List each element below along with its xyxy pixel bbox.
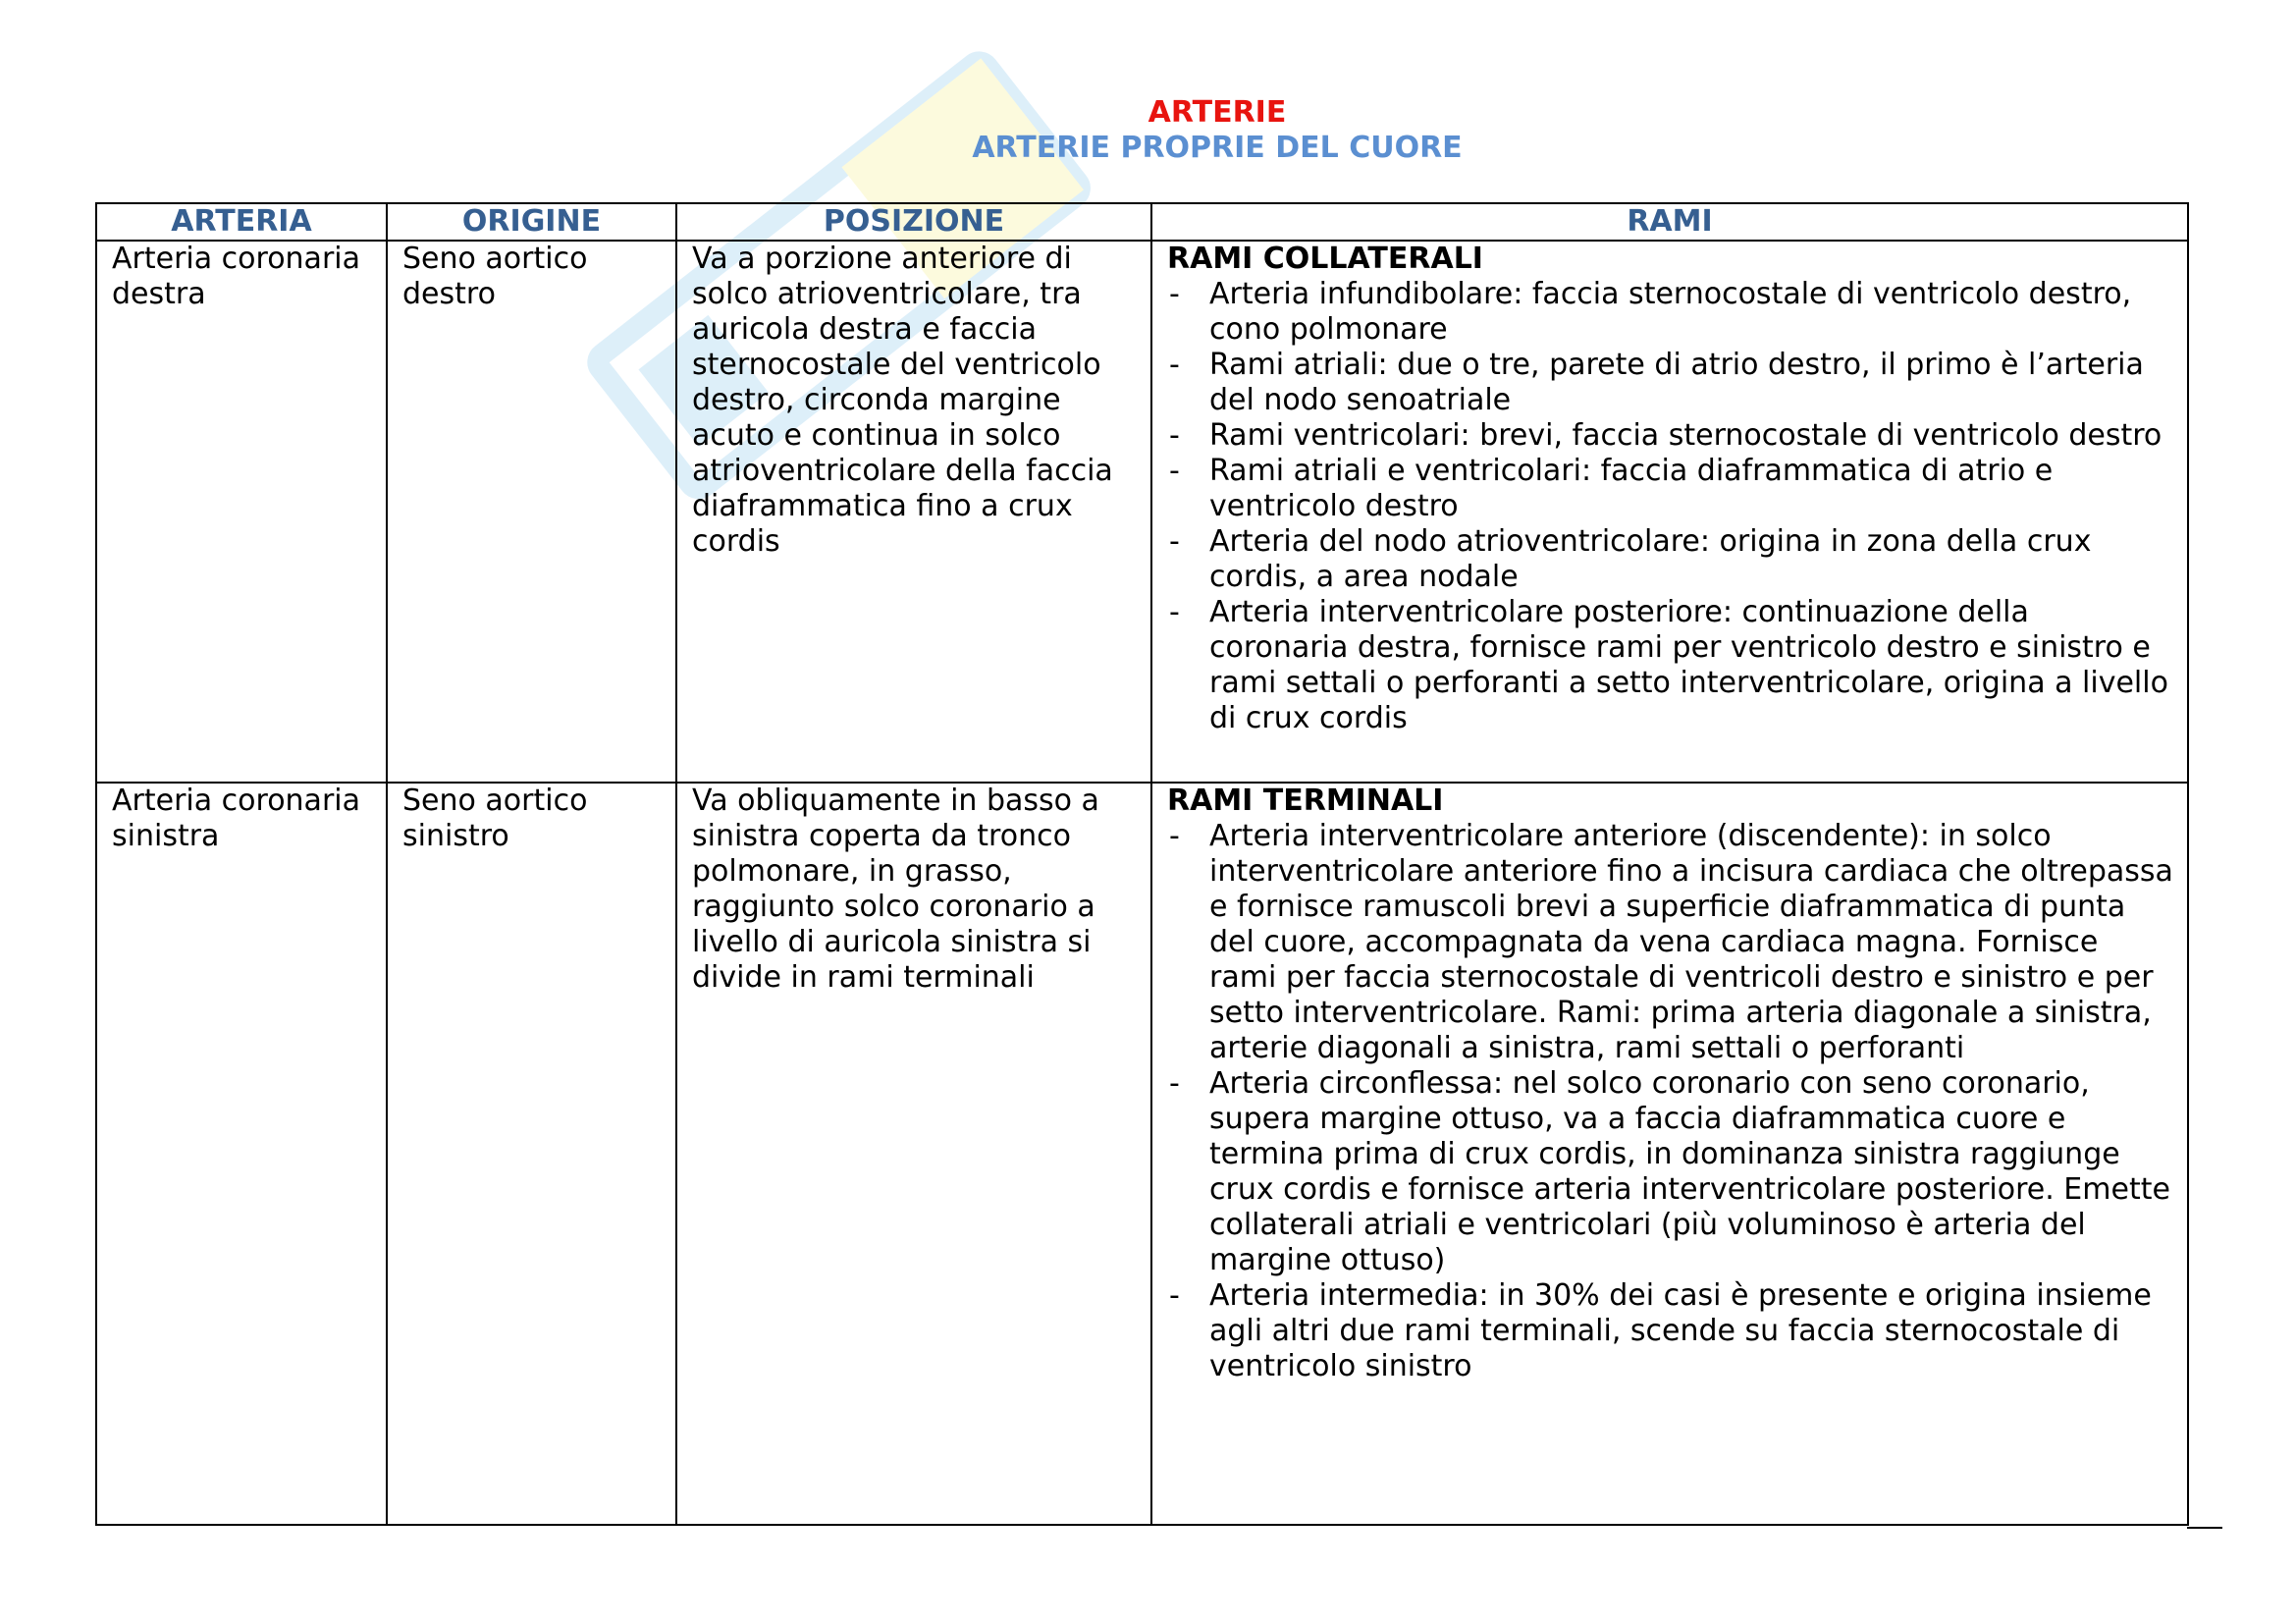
table-bottom-extension [2187, 1527, 2222, 1529]
list-item: - Arteria circonflessa: nel solco coronario con seno coronario, supera margine ottuso, va a faccia diaframmatica cuore e termina prima di crux cordis, in dominanza sinistra raggiunge crux cordis e fornisce arteria interventricolare posteriore. Emette collaterali atriali e ventricolari (più voluminoso è arteria del margine ottuso) [1167, 1066, 2173, 1278]
cell-rami [1151, 783, 2188, 1525]
rami-section-title: RAMI TERMINALI [1167, 784, 1444, 818]
cell-origine: Seno aortico destro [387, 241, 676, 783]
header-origine: ORIGINE [387, 203, 676, 241]
list-item: - Arteria del nodo atrioventricolare: origina in zona della crux cordis, a area nodale [1167, 524, 2173, 595]
list-item: - Arteria interventricolare anteriore (discendente): in solco interventricolare anteriore fino a incisura cardiaca che oltrepassa e fornisce ramuscoli brevi a superficie diaframmatica di punta del cuore, accompagnata da vena cardiaca magna. Fornisce rami per faccia sternocostale di ventricoli destro e sinistro e per setto interventricolare. Rami: prima arteria diagonale a sinistra, arterie diagonali a sinistra, rami settali o perforanti [1167, 819, 2173, 1066]
cell-arteria: Arteria coronaria sinistra [96, 783, 387, 1525]
branch-list [1167, 819, 2173, 1384]
cell-rami [1151, 241, 2188, 783]
list-item: - Arteria infundibolare: faccia sternocostale di ventricolo destro, cono polmonare [1167, 277, 2173, 348]
list-item: - Rami atriali: due o tre, parete di atrio destro, il primo è l’arteria del nodo senoatriale [1167, 348, 2173, 418]
header-posizione: POSIZIONE [676, 203, 1151, 241]
cell-origine: Seno aortico sinistro [387, 783, 676, 1525]
table-row [96, 241, 2188, 783]
rami-section-title: RAMI COLLATERALI [1167, 242, 1483, 276]
page-title: ARTERIE [1148, 95, 1287, 130]
arteries-table [95, 202, 2189, 1526]
cell-arteria: Arteria coronaria destra [96, 241, 387, 783]
table-header-row [96, 203, 2188, 241]
page-subtitle: ARTERIE PROPRIE DEL CUORE [972, 131, 1463, 165]
header-rami: RAMI [1151, 203, 2188, 241]
cell-posizione: Va a porzione anteriore di solco atrioventricolare, tra auricola destra e faccia sternocostale del ventricolo destro, circonda margine acuto e continua in solco atrioventricolare della faccia diaframmatica fino a crux cordis [676, 241, 1151, 783]
header-arteria: ARTERIA [96, 203, 387, 241]
branch-list [1167, 277, 2173, 736]
list-item: - Arteria interventricolare posteriore: continuazione della coronaria destra, fornisce rami per ventricolo destro e sinistro e rami settali o perforanti a setto interventricolare, origina a livello di crux cordis [1167, 595, 2173, 736]
list-item: - Arteria intermedia: in 30% dei casi è presente e origina insieme agli altri due rami terminali, scende su faccia sternocostale di ventricolo sinistro [1167, 1278, 2173, 1384]
cell-posizione: Va obliquamente in basso a sinistra coperta da tronco polmonare, in grasso, raggiunto solco coronario a livello di auricola sinistra si divide in rami terminali [676, 783, 1151, 1525]
list-item: - Rami atriali e ventricolari: faccia diaframmatica di atrio e ventricolo destro [1167, 454, 2173, 524]
table-row [96, 783, 2188, 1525]
list-item: - Rami ventricolari: brevi, faccia sternocostale di ventricolo destro [1167, 418, 2173, 454]
